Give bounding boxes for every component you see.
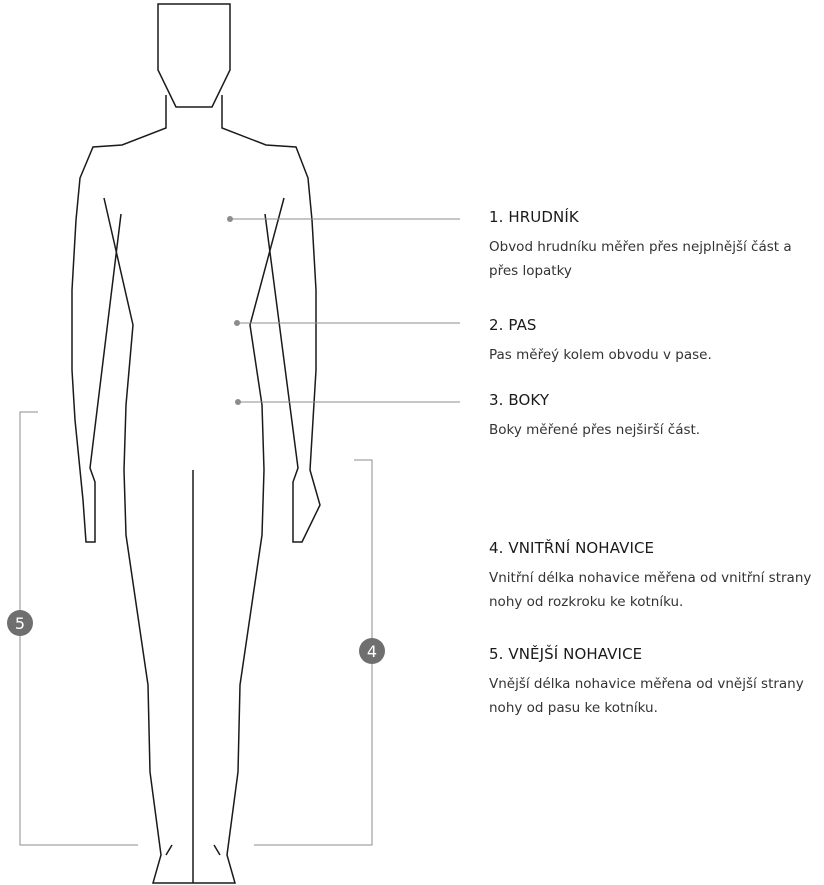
measurement-description: Obvod hrudníku měřen přes nejplnější část a přes lopatky [489, 239, 792, 279]
measurement-chest [489, 208, 821, 283]
pointer-dot-waist [234, 320, 240, 326]
measurement-description: Vnitřní délka nohavice měřena od vnitřní strany nohy od rozkroku ke kotníku. [489, 570, 812, 610]
pointer-dot-hips [235, 399, 241, 405]
figure-head [158, 4, 230, 107]
figure-left-leg-outline [104, 198, 193, 883]
inseam-badge-label: 4 [366, 642, 378, 661]
measurement-hips [489, 391, 821, 442]
figure-right-outline [222, 95, 320, 542]
measurement-title: 2. PAS [489, 316, 537, 334]
figure-left-outline [72, 95, 166, 542]
measurement-title: 5. VNĚJŠÍ NOHAVICE [489, 645, 643, 663]
measurement-title: 1. HRUDNÍK [489, 208, 579, 226]
outseam-badge-label: 5 [14, 614, 26, 633]
measurement-waist [489, 316, 821, 367]
measurement-description: Boky měřené přes nejširší část. [489, 422, 701, 438]
figure-right-leg-outline [193, 198, 284, 883]
measurement-description: Vnější délka nohavice měřena od vnější strany nohy od pasu ke kotníku. [489, 676, 804, 716]
outseam-bracket [20, 412, 138, 845]
pointer-dot-chest [227, 216, 233, 222]
measurement-title: 3. BOKY [489, 391, 550, 409]
measurement-title: 4. VNITŘNÍ NOHAVICE [489, 539, 655, 557]
measurement-inseam [489, 539, 821, 614]
measurement-description: Pas měřeý kolem obvodu v pase. [489, 347, 712, 363]
measurement-outseam [489, 645, 821, 720]
